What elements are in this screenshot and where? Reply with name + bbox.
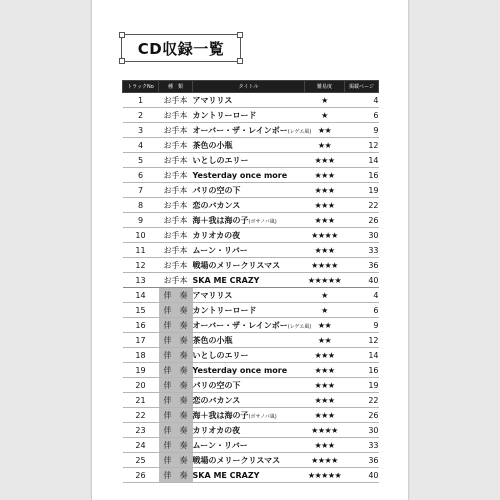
page-number: 14: [345, 153, 379, 168]
header-track-no: トラックNo: [123, 81, 159, 93]
track-title: [193, 363, 305, 378]
track-number: 21: [123, 393, 159, 408]
track-number: 22: [123, 408, 159, 423]
track-title-text: 恋のバカンス: [192, 395, 241, 405]
track-title-text: オーバー・ザ・レインボー: [192, 320, 288, 330]
track-number: 11: [123, 243, 159, 258]
difficulty-stars: ★★★: [305, 393, 345, 408]
difficulty-stars: ★★★: [305, 153, 345, 168]
track-number: 5: [123, 153, 159, 168]
table-row: [123, 108, 379, 123]
difficulty-stars: ★★: [305, 138, 345, 153]
track-title: [193, 468, 305, 483]
table-row: [123, 198, 379, 213]
track-title-text: カリオカの夜: [192, 425, 241, 435]
table-row: [123, 183, 379, 198]
header-difficulty: 難易度: [305, 81, 345, 93]
page-number: 9: [345, 123, 379, 138]
track-type: 伴 奏: [159, 288, 193, 303]
header-type: 種 類: [159, 81, 193, 93]
track-number: 15: [123, 303, 159, 318]
track-title: [192, 123, 312, 138]
track-title: [193, 153, 305, 168]
track-title: [193, 303, 305, 318]
page-number: 30: [345, 423, 379, 438]
difficulty-stars: ★★★: [305, 378, 345, 393]
page-number: 33: [345, 243, 379, 258]
difficulty-stars: ★★★: [305, 348, 345, 363]
track-number: 4: [123, 138, 159, 153]
difficulty-stars: ★★: [305, 318, 345, 333]
page-number: 16: [345, 363, 379, 378]
track-type: 伴 奏: [159, 318, 193, 333]
track-title: [193, 288, 305, 303]
table-header-row: [123, 81, 379, 93]
track-number: 25: [123, 453, 159, 468]
table-row: [123, 153, 379, 168]
table-row: [123, 348, 379, 363]
track-number: 8: [123, 198, 159, 213]
table-row: [123, 123, 379, 138]
page-number: 26: [345, 408, 379, 423]
track-number: 6: [123, 168, 159, 183]
page-number: 40: [345, 273, 379, 288]
track-number: 13: [123, 273, 159, 288]
page-number: 14: [345, 348, 379, 363]
track-title-text: カントリーロード: [192, 305, 257, 315]
track-title: [193, 213, 305, 228]
track-title: [193, 273, 305, 288]
track-title: [193, 108, 305, 123]
track-number: 18: [123, 348, 159, 363]
track-title: [192, 318, 312, 333]
table-row: [123, 378, 379, 393]
track-number: 9: [123, 213, 159, 228]
track-number: 7: [123, 183, 159, 198]
difficulty-stars: ★★★★: [305, 453, 345, 468]
track-title-style: (レゲエ風): [287, 128, 312, 135]
table-row: [123, 408, 379, 423]
track-number: 26: [123, 468, 159, 483]
track-type: 伴 奏: [159, 363, 193, 378]
track-title: [193, 453, 305, 468]
track-title-text: アマリリス: [192, 290, 233, 300]
page-number: 16: [345, 168, 379, 183]
track-type: 伴 奏: [159, 303, 193, 318]
difficulty-stars: ★★★: [305, 198, 345, 213]
track-type: お手本: [159, 183, 193, 198]
table-row: [123, 213, 379, 228]
track-title: [193, 333, 305, 348]
track-type: お手本: [159, 198, 193, 213]
difficulty-stars: ★★: [305, 123, 345, 138]
track-title-text: いとしのエリー: [192, 155, 249, 165]
track-title-text: ムーン・リバー: [192, 245, 248, 255]
track-type: 伴 奏: [159, 468, 193, 483]
page-number: 36: [345, 453, 379, 468]
table-row: [123, 258, 379, 273]
table-row: [123, 393, 379, 408]
track-type: お手本: [159, 138, 193, 153]
difficulty-stars: ★★★: [305, 213, 345, 228]
track-number: 16: [123, 318, 159, 333]
track-title-text: いとしのエリー: [192, 350, 249, 360]
table-row: [123, 288, 379, 303]
track-type: お手本: [159, 93, 193, 108]
table-row: [123, 318, 379, 333]
difficulty-stars: ★★: [305, 333, 345, 348]
header-title: タイトル: [193, 81, 305, 93]
table-row: [123, 423, 379, 438]
track-title-text: アマリリス: [192, 95, 233, 105]
difficulty-stars: ★★★★: [305, 228, 345, 243]
track-title-text: Yesterday once more: [192, 365, 288, 375]
track-title-text: カリオカの夜: [192, 230, 241, 240]
difficulty-stars: ★★★★: [305, 423, 345, 438]
document-page: [92, 0, 408, 500]
table-row: [123, 303, 379, 318]
difficulty-stars: ★★★: [305, 183, 345, 198]
track-title-text: 茶色の小瓶: [192, 335, 233, 345]
track-type: 伴 奏: [159, 423, 193, 438]
track-number: 23: [123, 423, 159, 438]
track-number: 10: [123, 228, 159, 243]
track-title: [193, 393, 305, 408]
track-type: お手本: [159, 108, 193, 123]
track-number: 19: [123, 363, 159, 378]
track-title-text: 恋のバカンス: [192, 200, 241, 210]
page-number: 4: [345, 93, 379, 108]
track-title: [193, 228, 305, 243]
track-type: お手本: [159, 258, 193, 273]
table-row: [123, 333, 379, 348]
track-type: 伴 奏: [159, 333, 193, 348]
track-title-text: ムーン・リバー: [192, 440, 248, 450]
difficulty-stars: ★★★: [305, 243, 345, 258]
track-title: [193, 198, 305, 213]
page-number: 12: [345, 138, 379, 153]
track-number: 14: [123, 288, 159, 303]
table-row: [123, 168, 379, 183]
track-type: お手本: [159, 168, 193, 183]
track-title-text: SKA ME CRAZY: [192, 275, 260, 285]
difficulty-stars: ★★★: [305, 438, 345, 453]
header-page: 掲載ページ: [345, 81, 379, 93]
track-title: [193, 423, 305, 438]
track-number: 17: [123, 333, 159, 348]
track-title-text: カントリーロード: [192, 110, 257, 120]
table-row: [123, 468, 379, 483]
page-number: 33: [345, 438, 379, 453]
track-title-text: パリの空の下: [192, 185, 241, 195]
track-title-text: SKA ME CRAZY: [192, 470, 260, 480]
track-number: 20: [123, 378, 159, 393]
track-title-style: (ボサノバ風): [248, 218, 277, 225]
page-title: CD収録一覧: [137, 39, 225, 58]
track-title: [193, 243, 305, 258]
page-number: 12: [345, 333, 379, 348]
table-row: [123, 363, 379, 378]
page-number: 9: [345, 318, 379, 333]
table-row: [123, 453, 379, 468]
page-number: 26: [345, 213, 379, 228]
page-number: 6: [345, 108, 379, 123]
track-title-text: 茶色の小瓶: [192, 140, 233, 150]
page-number: 22: [345, 198, 379, 213]
track-title-text: パリの空の下: [192, 380, 241, 390]
difficulty-stars: ★: [305, 303, 345, 318]
track-title: [193, 408, 305, 423]
table-row: [123, 438, 379, 453]
difficulty-stars: ★: [305, 108, 345, 123]
difficulty-stars: ★★★: [305, 408, 345, 423]
track-type: 伴 奏: [159, 408, 193, 423]
track-type: 伴 奏: [159, 453, 193, 468]
track-number: 12: [123, 258, 159, 273]
table-row: [123, 93, 379, 108]
track-type: お手本: [159, 243, 193, 258]
table-row: [123, 273, 379, 288]
track-title: [193, 348, 305, 363]
track-type: 伴 奏: [159, 393, 193, 408]
track-table-body: [123, 93, 379, 483]
page-number: 36: [345, 258, 379, 273]
title-box: [121, 34, 241, 62]
track-type: お手本: [159, 273, 193, 288]
track-type: 伴 奏: [159, 438, 193, 453]
track-title-text: 海＋我は海の子: [192, 215, 249, 225]
track-title-style: (ボサノバ風): [248, 413, 277, 420]
track-number: 24: [123, 438, 159, 453]
difficulty-stars: ★: [305, 93, 345, 108]
track-title-text: 海＋我は海の子: [192, 410, 249, 420]
track-title: [193, 183, 305, 198]
track-number: 2: [123, 108, 159, 123]
track-type: 伴 奏: [159, 378, 193, 393]
track-number: 3: [123, 123, 159, 138]
page-number: 22: [345, 393, 379, 408]
track-title-text: Yesterday once more: [192, 170, 288, 180]
track-title-style: (レゲエ風): [287, 323, 312, 330]
difficulty-stars: ★★★★★: [305, 273, 345, 288]
page-number: 30: [345, 228, 379, 243]
track-title: [193, 438, 305, 453]
table-row: [123, 228, 379, 243]
difficulty-stars: ★★★: [305, 168, 345, 183]
track-title-text: オーバー・ザ・レインボー: [192, 125, 288, 135]
track-title: [193, 168, 305, 183]
track-type: お手本: [159, 213, 193, 228]
track-table: [122, 80, 379, 483]
track-title: [193, 258, 305, 273]
page-number: 6: [345, 303, 379, 318]
difficulty-stars: ★★★★: [305, 258, 345, 273]
page-number: 40: [345, 468, 379, 483]
difficulty-stars: ★★★: [305, 363, 345, 378]
difficulty-stars: ★: [305, 288, 345, 303]
track-type: お手本: [159, 153, 193, 168]
page-number: 19: [345, 378, 379, 393]
table-row: [123, 243, 379, 258]
difficulty-stars: ★★★★★: [305, 468, 345, 483]
track-type: お手本: [159, 228, 193, 243]
track-type: 伴 奏: [159, 348, 193, 363]
track-title-text: 戦場のメリークリスマス: [192, 260, 281, 270]
track-type: お手本: [159, 123, 193, 138]
track-number: 1: [123, 93, 159, 108]
page-number: 4: [345, 288, 379, 303]
track-title: [193, 138, 305, 153]
track-title-text: 戦場のメリークリスマス: [192, 455, 281, 465]
table-row: [123, 138, 379, 153]
page-number: 19: [345, 183, 379, 198]
track-title: [193, 93, 305, 108]
track-title: [193, 378, 305, 393]
